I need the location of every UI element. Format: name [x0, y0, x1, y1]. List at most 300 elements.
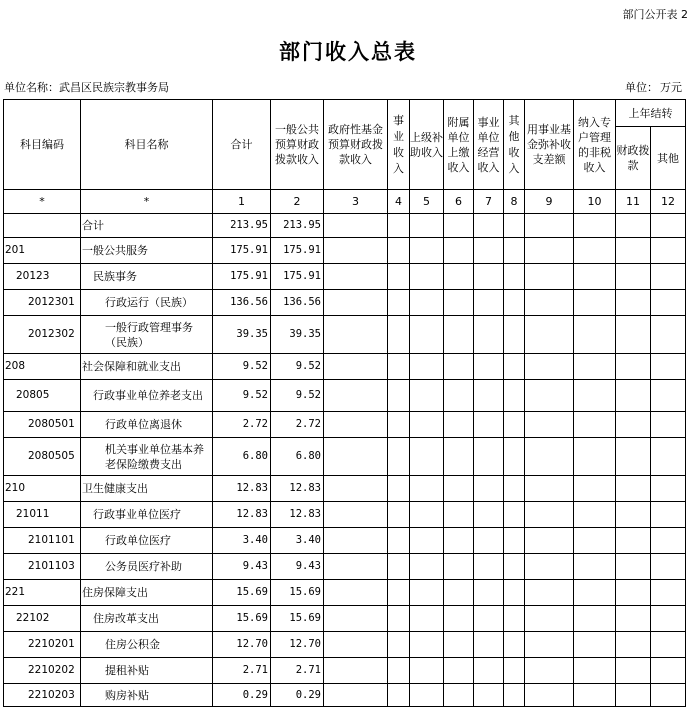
cell-empty — [525, 380, 574, 412]
cell-empty — [616, 316, 651, 354]
index-row — [4, 190, 686, 214]
cell-empty — [525, 438, 574, 476]
cell-empty — [444, 632, 474, 658]
cell-empty — [616, 606, 651, 632]
cell-total: 12.83 — [213, 476, 271, 502]
cell-empty — [574, 354, 616, 380]
cell-empty — [410, 554, 444, 580]
index-cell: 7 — [474, 190, 504, 214]
cell-empty — [574, 658, 616, 684]
table-row — [4, 316, 686, 354]
cell-name: 一般行政管理事务（民族） — [81, 316, 213, 354]
cell-empty — [525, 658, 574, 684]
cell-empty — [525, 290, 574, 316]
cell-code: 201 — [4, 238, 81, 264]
cell-empty — [474, 238, 504, 264]
cell-empty — [525, 316, 574, 354]
cell-empty — [504, 528, 525, 554]
cell-total: 0.29 — [213, 684, 271, 707]
header-affiliated: 附属单位上缴收入 — [444, 100, 474, 190]
cell-empty — [474, 658, 504, 684]
cell-empty — [616, 354, 651, 380]
cell-empty — [444, 412, 474, 438]
cell-empty — [504, 354, 525, 380]
table-row — [4, 476, 686, 502]
cell-empty — [444, 290, 474, 316]
cell-empty — [651, 290, 686, 316]
table-row — [4, 606, 686, 632]
cell-name: 购房补贴 — [81, 684, 213, 707]
cell-empty — [651, 380, 686, 412]
header-other: 其他收入 — [504, 100, 525, 190]
cell-code — [4, 214, 81, 238]
cell-empty — [444, 476, 474, 502]
cell-empty — [616, 632, 651, 658]
cell-empty — [525, 214, 574, 238]
cell-empty — [616, 264, 651, 290]
cell-empty — [324, 354, 388, 380]
unit-name-label: 单位名称：武昌区民族宗教事务局 — [4, 81, 169, 94]
cell-empty — [474, 502, 504, 528]
cell-empty — [525, 476, 574, 502]
cell-empty — [388, 264, 410, 290]
cell-total: 12.70 — [213, 632, 271, 658]
cell-empty — [574, 632, 616, 658]
header-carryover: 上年结转 — [616, 100, 686, 127]
cell-empty — [410, 580, 444, 606]
cell-empty — [616, 412, 651, 438]
cell-general: 175.91 — [271, 238, 324, 264]
cell-empty — [324, 632, 388, 658]
cell-empty — [525, 264, 574, 290]
cell-empty — [525, 412, 574, 438]
currency-unit-value: 万元 — [660, 81, 682, 94]
cell-total: 2.72 — [213, 412, 271, 438]
cell-empty — [525, 528, 574, 554]
cell-empty — [616, 290, 651, 316]
cell-empty — [324, 476, 388, 502]
cell-empty — [444, 380, 474, 412]
index-cell: * — [81, 190, 213, 214]
cell-empty — [444, 502, 474, 528]
cell-empty — [444, 264, 474, 290]
cell-general: 175.91 — [271, 264, 324, 290]
cell-empty — [324, 412, 388, 438]
index-cell: * — [4, 190, 81, 214]
cell-empty — [410, 214, 444, 238]
cell-empty — [651, 264, 686, 290]
currency-unit — [623, 79, 682, 95]
cell-empty — [574, 606, 616, 632]
cell-name: 公务员医疗补助 — [81, 554, 213, 580]
cell-empty — [324, 290, 388, 316]
cell-empty — [410, 438, 444, 476]
cell-empty — [410, 684, 444, 707]
cell-empty — [410, 502, 444, 528]
cell-empty — [651, 580, 686, 606]
table-row — [4, 502, 686, 528]
cell-empty — [388, 316, 410, 354]
cell-empty — [574, 264, 616, 290]
cell-code: 2101103 — [4, 554, 81, 580]
cell-code: 20805 — [4, 380, 81, 412]
cell-empty — [616, 438, 651, 476]
cell-name: 一般公共服务 — [81, 238, 213, 264]
index-cell: 2 — [271, 190, 324, 214]
cell-empty — [474, 316, 504, 354]
cell-empty — [474, 354, 504, 380]
cell-name: 民族事务 — [81, 264, 213, 290]
cell-empty — [525, 632, 574, 658]
cell-general: 6.80 — [271, 438, 324, 476]
cell-empty — [444, 658, 474, 684]
cell-empty — [474, 554, 504, 580]
cell-empty — [410, 354, 444, 380]
income-table — [3, 99, 686, 707]
cell-empty — [504, 438, 525, 476]
cell-empty — [444, 554, 474, 580]
cell-empty — [324, 380, 388, 412]
cell-name: 住房公积金 — [81, 632, 213, 658]
cell-empty — [525, 502, 574, 528]
cell-code: 2210201 — [4, 632, 81, 658]
cell-empty — [525, 354, 574, 380]
cell-total: 175.91 — [213, 264, 271, 290]
cell-name: 行政事业单位养老支出 — [81, 380, 213, 412]
cell-empty — [388, 606, 410, 632]
cell-empty — [504, 238, 525, 264]
cell-empty — [444, 438, 474, 476]
cell-empty — [410, 290, 444, 316]
table-row — [4, 684, 686, 707]
cell-empty — [474, 476, 504, 502]
cell-general: 12.83 — [271, 476, 324, 502]
cell-empty — [410, 264, 444, 290]
cell-empty — [651, 316, 686, 354]
cell-empty — [410, 606, 444, 632]
cell-empty — [388, 438, 410, 476]
cell-name: 卫生健康支出 — [81, 476, 213, 502]
cell-empty — [525, 606, 574, 632]
cell-empty — [410, 380, 444, 412]
cell-empty — [574, 214, 616, 238]
cell-empty — [574, 380, 616, 412]
index-cell: 1 — [213, 190, 271, 214]
cell-empty — [504, 580, 525, 606]
cell-empty — [324, 316, 388, 354]
index-cell: 4 — [388, 190, 410, 214]
cell-empty — [504, 264, 525, 290]
cell-empty — [324, 580, 388, 606]
cell-name: 住房改革支出 — [81, 606, 213, 632]
cell-empty — [616, 476, 651, 502]
cell-empty — [616, 380, 651, 412]
cell-code: 2012301 — [4, 290, 81, 316]
cell-empty — [388, 502, 410, 528]
index-cell: 6 — [444, 190, 474, 214]
cell-empty — [574, 528, 616, 554]
index-cell: 10 — [574, 190, 616, 214]
cell-empty — [324, 238, 388, 264]
header-business: 事业收入 — [388, 100, 410, 190]
cell-empty — [651, 658, 686, 684]
cell-total: 9.52 — [213, 380, 271, 412]
header-name: 科目名称 — [81, 100, 213, 190]
cell-general: 136.56 — [271, 290, 324, 316]
cell-general: 9.52 — [271, 354, 324, 380]
cell-empty — [574, 580, 616, 606]
cell-empty — [388, 632, 410, 658]
index-cell: 3 — [324, 190, 388, 214]
cell-empty — [574, 238, 616, 264]
cell-empty — [574, 684, 616, 707]
cell-empty — [388, 354, 410, 380]
cell-empty — [651, 502, 686, 528]
cell-general: 9.52 — [271, 380, 324, 412]
cell-empty — [574, 316, 616, 354]
cell-empty — [616, 554, 651, 580]
cell-general: 39.35 — [271, 316, 324, 354]
index-cell: 12 — [651, 190, 686, 214]
cell-general: 2.71 — [271, 658, 324, 684]
cell-empty — [410, 412, 444, 438]
index-cell: 9 — [525, 190, 574, 214]
cell-total: 213.95 — [213, 214, 271, 238]
header-carryover-fiscal: 财政拨款 — [616, 127, 651, 190]
table-row — [4, 438, 686, 476]
cell-empty — [616, 580, 651, 606]
cell-general: 12.70 — [271, 632, 324, 658]
cell-empty — [651, 606, 686, 632]
cell-name: 合计 — [81, 214, 213, 238]
cell-empty — [474, 264, 504, 290]
cell-empty — [474, 214, 504, 238]
cell-total: 2.71 — [213, 658, 271, 684]
cell-empty — [504, 554, 525, 580]
document-tag: 部门公开表 2 — [622, 8, 688, 21]
cell-empty — [651, 528, 686, 554]
cell-empty — [444, 316, 474, 354]
cell-code: 210 — [4, 476, 81, 502]
header-general-budget: 一般公共预算财政拨款收入 — [271, 100, 324, 190]
cell-name: 行政运行（民族） — [81, 290, 213, 316]
cell-empty — [444, 214, 474, 238]
cell-empty — [410, 658, 444, 684]
cell-name: 提租补贴 — [81, 658, 213, 684]
table-row — [4, 290, 686, 316]
header-code: 科目编码 — [4, 100, 81, 190]
table-row — [4, 554, 686, 580]
cell-code: 2101101 — [4, 528, 81, 554]
cell-empty — [388, 238, 410, 264]
cell-name: 社会保障和就业支出 — [81, 354, 213, 380]
table-row — [4, 632, 686, 658]
cell-code: 2210202 — [4, 658, 81, 684]
cell-empty — [388, 214, 410, 238]
cell-empty — [410, 316, 444, 354]
cell-general: 12.83 — [271, 502, 324, 528]
cell-empty — [504, 502, 525, 528]
cell-empty — [574, 290, 616, 316]
cell-empty — [504, 632, 525, 658]
cell-empty — [574, 412, 616, 438]
cell-empty — [474, 632, 504, 658]
cell-empty — [651, 554, 686, 580]
cell-empty — [616, 502, 651, 528]
cell-empty — [504, 412, 525, 438]
cell-total: 136.56 — [213, 290, 271, 316]
cell-name: 行政单位离退休 — [81, 412, 213, 438]
cell-code: 221 — [4, 580, 81, 606]
cell-empty — [444, 238, 474, 264]
currency-unit-label: 单位： — [625, 81, 658, 94]
index-cell: 5 — [410, 190, 444, 214]
cell-empty — [388, 528, 410, 554]
cell-total: 39.35 — [213, 316, 271, 354]
cell-empty — [474, 606, 504, 632]
cell-total: 9.43 — [213, 554, 271, 580]
table-row — [4, 658, 686, 684]
cell-empty — [410, 528, 444, 554]
header-carryover-other: 其他 — [651, 127, 686, 190]
cell-empty — [474, 380, 504, 412]
cell-code: 2012302 — [4, 316, 81, 354]
table-row — [4, 238, 686, 264]
cell-empty — [324, 438, 388, 476]
cell-empty — [525, 684, 574, 707]
cell-empty — [504, 214, 525, 238]
cell-empty — [324, 684, 388, 707]
cell-empty — [616, 684, 651, 707]
cell-code: 208 — [4, 354, 81, 380]
cell-empty — [388, 380, 410, 412]
cell-empty — [616, 528, 651, 554]
cell-empty — [574, 502, 616, 528]
cell-total: 12.83 — [213, 502, 271, 528]
cell-general: 2.72 — [271, 412, 324, 438]
cell-empty — [525, 580, 574, 606]
cell-empty — [388, 580, 410, 606]
cell-general: 0.29 — [271, 684, 324, 707]
header-nontax: 纳入专户管理的非税收入 — [574, 100, 616, 190]
cell-name: 住房保障支出 — [81, 580, 213, 606]
cell-empty — [444, 580, 474, 606]
cell-total: 9.52 — [213, 354, 271, 380]
header-operating: 事业单位经营收入 — [474, 100, 504, 190]
cell-code: 2080505 — [4, 438, 81, 476]
cell-empty — [410, 238, 444, 264]
cell-empty — [444, 684, 474, 707]
cell-empty — [388, 658, 410, 684]
cell-total: 15.69 — [213, 606, 271, 632]
cell-empty — [504, 316, 525, 354]
cell-code: 22102 — [4, 606, 81, 632]
page-title: 部门收入总表 — [279, 39, 417, 64]
cell-general: 213.95 — [271, 214, 324, 238]
cell-name: 机关事业单位基本养老保险缴费支出 — [81, 438, 213, 476]
cell-empty — [574, 554, 616, 580]
header-superior-subsidy: 上级补助收入 — [410, 100, 444, 190]
cell-empty — [651, 438, 686, 476]
cell-total: 15.69 — [213, 580, 271, 606]
cell-empty — [574, 476, 616, 502]
header-gov-fund: 政府性基金预算财政拨款收入 — [324, 100, 388, 190]
cell-general: 9.43 — [271, 554, 324, 580]
cell-general: 15.69 — [271, 606, 324, 632]
cell-general: 15.69 — [271, 580, 324, 606]
cell-empty — [324, 554, 388, 580]
cell-empty — [504, 380, 525, 412]
cell-empty — [651, 476, 686, 502]
header-reserve-fund: 用事业基金弥补收支差额 — [525, 100, 574, 190]
index-cell: 11 — [616, 190, 651, 214]
cell-code: 2210203 — [4, 684, 81, 707]
cell-empty — [504, 658, 525, 684]
cell-empty — [388, 290, 410, 316]
header-total: 合计 — [213, 100, 271, 190]
cell-empty — [474, 290, 504, 316]
cell-empty — [324, 528, 388, 554]
cell-empty — [444, 354, 474, 380]
cell-code: 2080501 — [4, 412, 81, 438]
cell-empty — [324, 502, 388, 528]
cell-empty — [388, 412, 410, 438]
cell-empty — [651, 684, 686, 707]
cell-total: 3.40 — [213, 528, 271, 554]
table-row — [4, 264, 686, 290]
cell-empty — [651, 238, 686, 264]
table-row — [4, 214, 686, 238]
cell-empty — [410, 632, 444, 658]
cell-total: 175.91 — [213, 238, 271, 264]
table-row — [4, 354, 686, 380]
cell-empty — [651, 412, 686, 438]
table-row — [4, 380, 686, 412]
cell-empty — [525, 554, 574, 580]
cell-code: 20123 — [4, 264, 81, 290]
cell-empty — [504, 684, 525, 707]
cell-empty — [616, 214, 651, 238]
cell-empty — [574, 438, 616, 476]
cell-empty — [388, 554, 410, 580]
table-row — [4, 412, 686, 438]
cell-empty — [504, 606, 525, 632]
cell-empty — [324, 658, 388, 684]
cell-name: 行政单位医疗 — [81, 528, 213, 554]
cell-empty — [324, 606, 388, 632]
cell-total: 6.80 — [213, 438, 271, 476]
cell-name: 行政事业单位医疗 — [81, 502, 213, 528]
cell-empty — [474, 580, 504, 606]
table-row — [4, 580, 686, 606]
table-row — [4, 528, 686, 554]
cell-empty — [504, 290, 525, 316]
index-cell: 8 — [504, 190, 525, 214]
cell-empty — [324, 214, 388, 238]
cell-empty — [388, 476, 410, 502]
cell-empty — [504, 476, 525, 502]
cell-empty — [444, 606, 474, 632]
cell-empty — [324, 264, 388, 290]
cell-empty — [388, 684, 410, 707]
cell-code: 21011 — [4, 502, 81, 528]
cell-general: 3.40 — [271, 528, 324, 554]
cell-empty — [410, 476, 444, 502]
cell-empty — [474, 412, 504, 438]
cell-empty — [474, 684, 504, 707]
cell-empty — [616, 658, 651, 684]
cell-empty — [651, 214, 686, 238]
